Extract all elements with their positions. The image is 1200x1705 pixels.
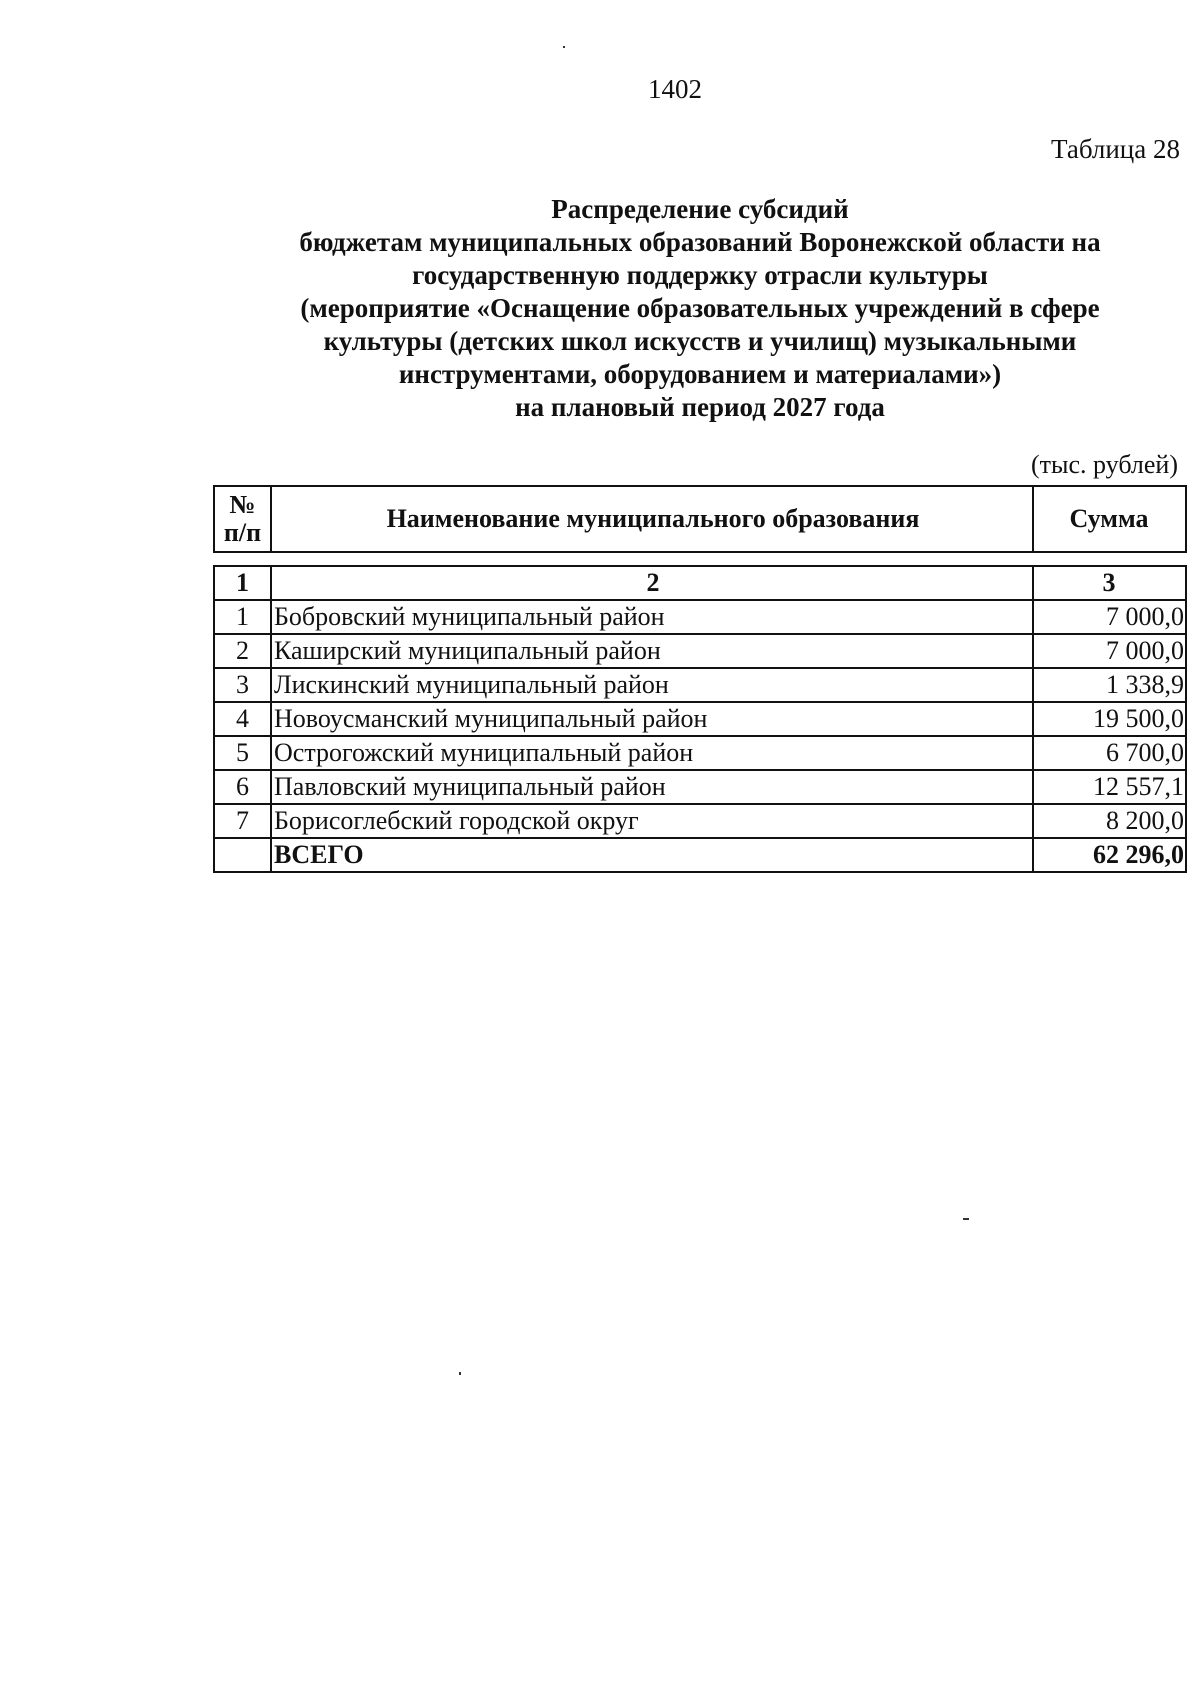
scan-speck (459, 1372, 461, 1375)
row-name: Острогожский муниципальный район (271, 736, 1033, 770)
row-number: 3 (214, 668, 271, 702)
row-number: 1 (214, 600, 271, 634)
row-sum: 12 557,1 (1033, 770, 1186, 804)
row-sum: 7 000,0 (1033, 600, 1186, 634)
column-index-row (214, 566, 1186, 600)
row-sum: 1 338,9 (1033, 668, 1186, 702)
table-row (214, 634, 1186, 668)
total-row (214, 838, 1186, 872)
row-sum: 6 700,0 (1033, 736, 1186, 770)
document-title (230, 193, 1170, 424)
row-number: 2 (214, 634, 271, 668)
total-number-cell (214, 838, 271, 872)
header-number-cell (214, 486, 271, 552)
table-row (214, 600, 1186, 634)
row-name: Каширский муниципальный район (271, 634, 1033, 668)
scan-speck (563, 46, 565, 48)
units-note: (тыс. рублей) (1030, 450, 1178, 479)
row-sum: 19 500,0 (1033, 702, 1186, 736)
row-name: Бобровский муниципальный район (271, 600, 1033, 634)
total-sum: 62 296,0 (1033, 838, 1186, 872)
row-number: 4 (214, 702, 271, 736)
title-line: бюджетам муниципальных образований Воронежской области на (299, 227, 1101, 257)
row-number: 5 (214, 736, 271, 770)
row-name: Борисоглебский городской округ (271, 804, 1033, 838)
row-name: Новоусманский муниципальный район (271, 702, 1033, 736)
header-number-abbr: п/п (223, 518, 262, 547)
title-line: культуры (детских школ искусств и училищ) музыкальными (323, 326, 1077, 356)
column-index-cell: 1 (214, 566, 271, 600)
row-name: Лискинский муниципальный район (271, 668, 1033, 702)
row-sum: 8 200,0 (1033, 804, 1186, 838)
subsidy-table (213, 565, 1187, 873)
scan-speck (963, 1218, 969, 1220)
title-line: Распределение субсидий (551, 194, 849, 224)
table-row (214, 804, 1186, 838)
table-label: Таблица 28 (1051, 134, 1180, 164)
row-number: 6 (214, 770, 271, 804)
table-row (214, 668, 1186, 702)
header-sum-cell: Сумма (1033, 486, 1186, 552)
row-sum: 7 000,0 (1033, 634, 1186, 668)
title-line: (мероприятие «Оснащение образовательных учреждений в сфере (300, 293, 1100, 323)
page-number: 1402 (648, 74, 702, 104)
title-line: инструментами, оборудованием и материалами») (398, 359, 1002, 389)
header-name-cell: Наименование муниципального образования (271, 486, 1033, 552)
title-line: государственную поддержку отрасли культуры (412, 260, 988, 290)
column-index-cell: 2 (271, 566, 1033, 600)
title-line: на плановый период 2027 года (515, 392, 885, 422)
row-number: 7 (214, 804, 271, 838)
total-label: ВСЕГО (271, 838, 1033, 872)
row-name: Павловский муниципальный район (271, 770, 1033, 804)
table-row (214, 702, 1186, 736)
header-number-sign: № (229, 490, 256, 519)
table-header (213, 485, 1187, 553)
table-row (214, 770, 1186, 804)
column-index-cell: 3 (1033, 566, 1186, 600)
table-row (214, 736, 1186, 770)
